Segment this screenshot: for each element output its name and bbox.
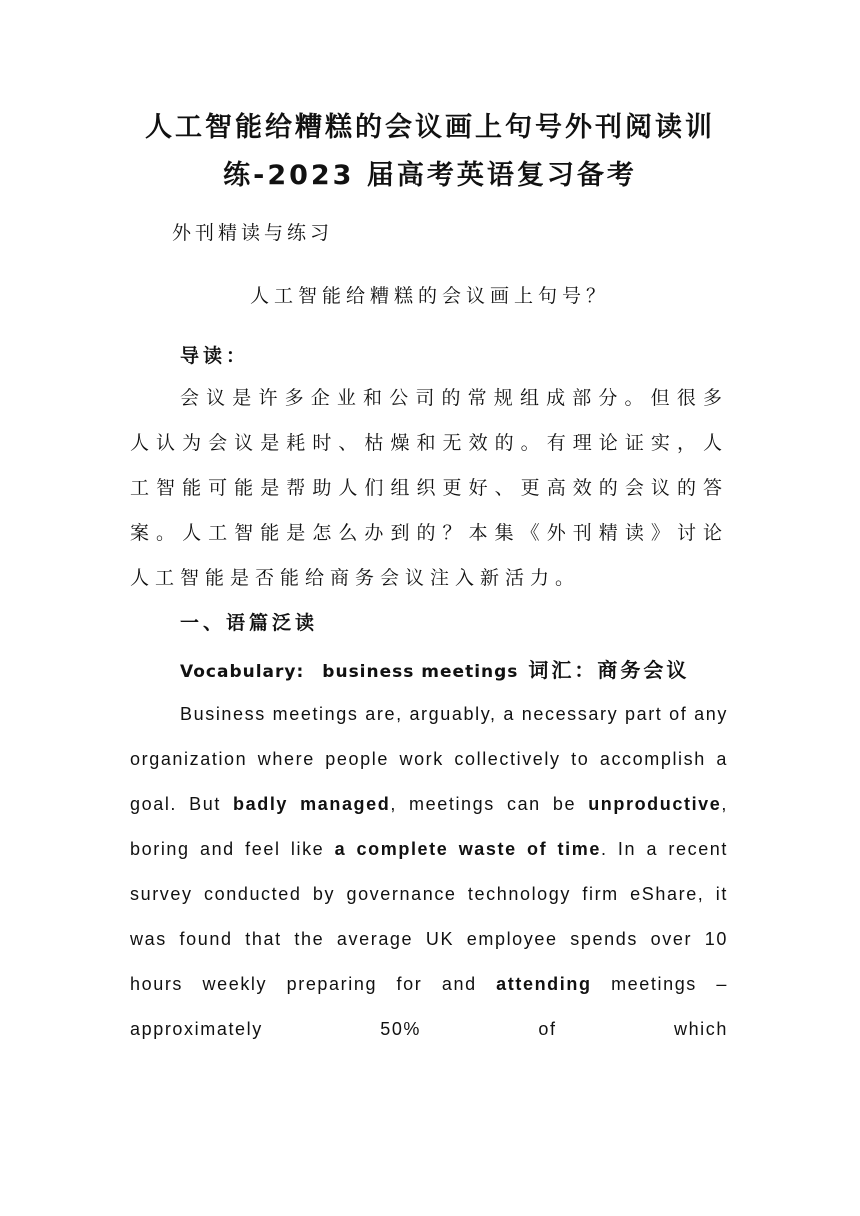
article-title: 人工智能给糟糕的会议画上句号？ [249,285,610,307]
para-text-3: , boring and feel like [130,794,728,859]
title-line-2: 练-2023 届高考英语复习备考 [223,160,637,191]
para-bold-2: unproductive [588,794,722,814]
document-title [130,104,730,200]
title-line-1: 人工智能给糟糕的会议画上句号外刊阅读训 [145,112,715,143]
para-bold-3: a complete waste of time [334,839,601,859]
vocabulary-heading [180,654,689,683]
para-bold-4: attending [496,974,592,994]
vocab-label: Vocabulary: [180,662,305,682]
para-text-4: . In a recent survey conducted by governance technology firm eShare, it was found that the average UK employee spends over 10 hours weekly preparing for and [130,839,729,994]
intro-paragraph: 会议是许多企业和公司的常规组成部分。但很多人认为会议是耗时、枯燥和无效的。有理论证实，人工智能可能是帮助人们组织更好、更高效的会议的答案。人工智能是怎么办到的？本集《外刊精读》讨论人工智能是否能给商务会议注入新活力。 [130,387,728,589]
para-text-5: meetings – approximately 50% of which [130,974,728,1039]
body-paragraph [130,692,728,1052]
lead-label: 导读： [180,345,250,367]
document-subtitle: 外刊精读与练习 [172,222,334,244]
para-text-2: , meetings can be [390,794,589,814]
section-heading: 一、语篇泛读 [180,612,319,634]
vocab-topic: business meetings [322,662,519,682]
para-bold-1: badly managed [233,794,391,814]
para-text-1: Business meetings are, arguably, a necessary part of any organization where people work collectively to accomplish a goal. But [130,704,728,814]
vocab-chinese: 词汇：商务会议 [528,658,690,682]
